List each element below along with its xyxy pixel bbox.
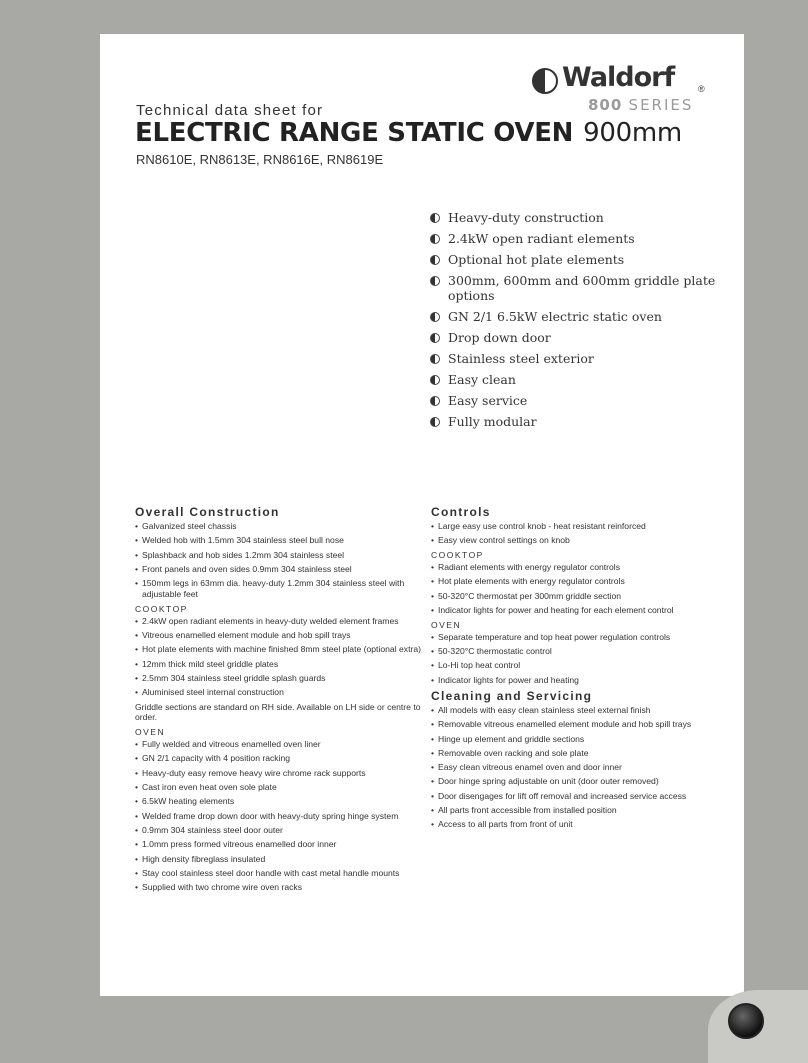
waldorf-logo: [532, 62, 712, 118]
model-numbers: RN8610E, RN8613E, RN8616E, RN8619E: [136, 152, 384, 167]
feature-text: 2.4kW open radiant elements: [448, 231, 635, 246]
section-heading-controls: Controls: [431, 505, 491, 519]
list-item: • Front panels and oven sides 0.9mm 304 stainless steel: [135, 564, 425, 575]
feature-item: [430, 231, 730, 246]
pretitle: Technical data sheet for: [136, 102, 324, 119]
feature-item: [430, 414, 730, 429]
subheading-cooktop: COOKTOP: [135, 603, 188, 614]
list-item: • Removable oven racking and sole plate: [431, 748, 721, 759]
feature-list: [430, 210, 730, 435]
list-item: • Lo-Hi top heat control: [431, 660, 721, 671]
list-item: • Separate temperature and top heat power regulation controls: [431, 632, 721, 643]
list-item: • 0.9mm 304 stainless steel door outer: [135, 825, 425, 836]
list-item: • 12mm thick mild steel griddle plates: [135, 659, 425, 670]
list-item: • 150mm legs in 63mm dia. heavy-duty 1.2mm 304 stainless steel with adjustable feet: [135, 578, 425, 600]
subheading-controls-cooktop: COOKTOP: [431, 550, 484, 561]
section-heading-overall: Overall Construction: [135, 505, 280, 519]
bullet-icon: [430, 375, 440, 385]
bullet-icon: [430, 255, 440, 265]
data-sheet-page: [100, 34, 744, 996]
bullet-icon: [430, 354, 440, 364]
list-item: • Welded frame drop down door with heavy-duty spring hinge system: [135, 811, 425, 822]
list-item: • Radiant elements with energy regulator controls: [431, 562, 721, 573]
oven-list: [135, 739, 425, 893]
list-item: • Fully welded and vitreous enamelled oven liner: [135, 739, 425, 750]
title-text: ELECTRIC RANGE STATIC OVEN: [135, 118, 574, 148]
bullet-icon: [430, 396, 440, 406]
list-item: • Access to all parts from front of unit: [431, 819, 721, 830]
feature-text: Heavy-duty construction: [448, 210, 604, 225]
list-item: • All parts front accessible from installed position: [431, 805, 721, 816]
section-heading-cleaning: Cleaning and Servicing: [431, 688, 593, 703]
list-item: • 6.5kW heating elements: [135, 796, 425, 807]
bullet-icon: [430, 312, 440, 322]
controls-oven-list: [431, 632, 721, 686]
list-item: • Splashback and hob sides 1.2mm 304 stainless steel: [135, 550, 425, 561]
list-item: • Welded hob with 1.5mm 304 stainless steel bull nose: [135, 535, 425, 546]
subheading-controls-oven: OVEN: [431, 619, 462, 630]
feature-item: [430, 252, 730, 267]
waldorf-logo-icon: [532, 68, 558, 94]
feature-item: [430, 210, 730, 225]
list-item: • Supplied with two chrome wire oven racks: [135, 882, 425, 893]
list-item: • Indicator lights for power and heating: [431, 675, 721, 686]
feature-item: [430, 273, 730, 303]
list-item: • All models with easy clean stainless steel external finish: [431, 705, 721, 716]
list-item: • Cast iron even heat oven sole plate: [135, 782, 425, 793]
griddle-note: Griddle sections are standard on RH side. Available on LH side or centre to order.: [135, 701, 421, 723]
list-item: • High density fibreglass insulated: [135, 854, 425, 865]
bullet-icon: [430, 333, 440, 343]
list-item: • Galvanized steel chassis: [135, 521, 425, 532]
list-item: • 2.4kW open radiant elements in heavy-duty welded element frames: [135, 616, 425, 627]
feature-text: GN 2/1 6.5kW electric static oven: [448, 309, 662, 324]
list-item: • Door hinge spring adjustable on unit (door outer removed): [431, 776, 721, 787]
list-item: • Vitreous enamelled element module and hob spill trays: [135, 630, 425, 641]
list-item: • 50-320°C thermostat per 300mm griddle section: [431, 591, 721, 602]
bullet-icon: [430, 276, 440, 286]
overall-construction-column: [135, 505, 425, 896]
list-item: • 50-320°C thermostatic control: [431, 646, 721, 657]
list-item: • Removable vitreous enamelled element module and hob spill trays: [431, 719, 721, 730]
controls-column: [431, 505, 721, 834]
list-item: • Door disengages for lift off removal and increased service access: [431, 791, 721, 802]
feature-text: Easy clean: [448, 372, 516, 387]
feature-text: Easy service: [448, 393, 528, 408]
feature-item: [430, 393, 730, 408]
list-item: • Large easy use control knob - heat resistant reinforced: [431, 521, 721, 532]
logo-series: [588, 96, 693, 114]
bullet-icon: [430, 213, 440, 223]
feature-item: [430, 372, 730, 387]
list-item: • Hot plate elements with energy regulator controls: [431, 576, 721, 587]
logo-series-word: SERIES: [628, 96, 694, 114]
logo-series-number: 800: [588, 96, 623, 114]
list-item: • Hot plate elements with machine finished 8mm steel plate (optional extra): [135, 644, 425, 655]
feature-item: [430, 309, 730, 324]
feature-text: Fully modular: [448, 414, 537, 429]
feature-item: [430, 330, 730, 345]
list-item: • 2.5mm 304 stainless steel griddle splash guards: [135, 673, 425, 684]
title-size: 900mm: [583, 118, 682, 148]
list-item: • GN 2/1 capacity with 4 position racking: [135, 753, 425, 764]
feature-text: 300mm, 600mm and 600mm griddle plate options: [448, 273, 716, 303]
list-item: • Hinge up element and griddle sections: [431, 734, 721, 745]
controls-cooktop-list: [431, 562, 721, 616]
feature-text: Stainless steel exterior: [448, 351, 594, 366]
bullet-icon: [430, 234, 440, 244]
controls-list: [431, 521, 721, 546]
logo-brand: Waldorf: [562, 62, 675, 93]
list-item: • Easy view control settings on knob: [431, 535, 721, 546]
list-item: • 1.0mm press formed vitreous enamelled door inner: [135, 839, 425, 850]
cleaning-list: [431, 705, 721, 830]
list-item: • Heavy-duty easy remove heavy wire chrome rack supports: [135, 768, 425, 779]
feature-text: Drop down door: [448, 330, 551, 345]
page-title: [135, 118, 682, 148]
knob-icon: [728, 1003, 764, 1039]
list-item: • Indicator lights for power and heating for each element control: [431, 605, 721, 616]
feature-item: [430, 351, 730, 366]
feature-text: Optional hot plate elements: [448, 252, 625, 267]
subheading-oven: OVEN: [135, 727, 166, 738]
list-item: • Aluminised steel internal construction: [135, 687, 425, 698]
cooktop-list: [135, 616, 425, 698]
bullet-icon: [430, 417, 440, 427]
list-item: • Stay cool stainless steel door handle with cast metal handle mounts: [135, 868, 425, 879]
overall-list: [135, 521, 425, 600]
logo-registered-mark: ®: [698, 84, 705, 94]
list-item: • Easy clean vitreous enamel oven and door inner: [431, 762, 721, 773]
